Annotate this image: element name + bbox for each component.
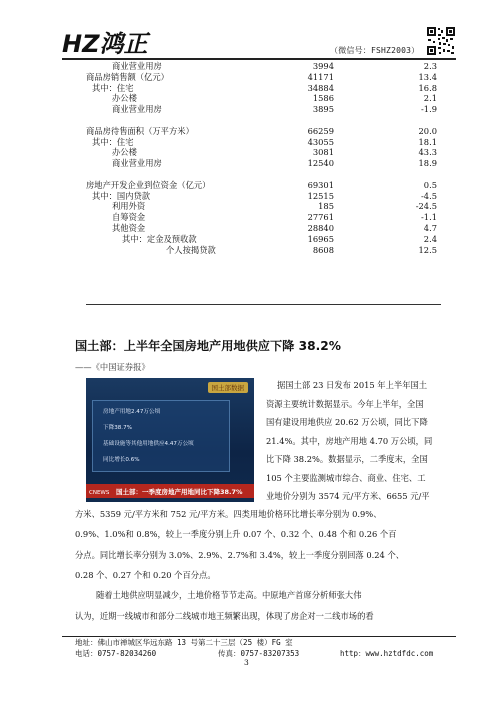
- row-value: 34884: [307, 82, 334, 93]
- table-row: [86, 126, 441, 137]
- row-label: 商品房待售面积（万平方米）: [86, 125, 194, 136]
- footer-address: 地址：佛山市禅城区华远东路 13 号第二十三层（25 楼）FG 室: [75, 638, 293, 647]
- row-label: 其中：住宅: [92, 82, 134, 93]
- image-line: 下降38.7%: [103, 425, 132, 431]
- row-growth: 0.5: [423, 179, 437, 190]
- hongzheng-logo: [62, 30, 172, 56]
- paragraph-line: 方米、5359 元/平方米和 752 元/平方米。四类用地价格环比增长率分别为 0.9%、: [75, 509, 382, 519]
- row-label: 其中：国内贷款: [92, 190, 151, 201]
- table-row: [86, 191, 441, 202]
- image-banner-text: 国土部：一季度房地产用地同比下降38.7%: [116, 488, 243, 496]
- row-label: 其中：住宅: [92, 136, 134, 147]
- row-label: 办公楼: [112, 147, 137, 158]
- table-row: [86, 180, 441, 191]
- row-growth: 13.4: [418, 71, 437, 82]
- paragraph-line: 0.28 个、0.27 个和 0.20 个百分点。: [75, 569, 216, 580]
- table-row: [86, 201, 441, 212]
- table-row: [86, 61, 441, 72]
- table-row: [86, 158, 441, 169]
- article-source: ——《中国证券报》: [75, 362, 150, 372]
- image-tag: 国土部数据: [208, 382, 249, 393]
- paragraph-line: 资源主要统计数据显示。今年上半年，全国: [266, 398, 424, 409]
- row-growth: -1.1: [421, 212, 437, 223]
- row-growth: 2.3: [423, 61, 437, 71]
- row-label: 房地产开发企业到位资金（亿元）: [86, 179, 211, 190]
- row-value: 66259: [307, 125, 334, 136]
- table-spacer: [86, 169, 441, 180]
- table-row: [86, 137, 441, 148]
- table-row: [86, 212, 441, 223]
- page-number: 3: [244, 658, 249, 667]
- image-data-panel: [92, 400, 230, 472]
- row-value: 41171: [307, 71, 334, 82]
- page-header: [0, 0, 500, 62]
- wechat-id: （微信号：FSHZ2003）: [330, 46, 420, 55]
- paragraph-line: 国有建设用地供应 20.62 万公顷，同比下降: [266, 417, 428, 427]
- row-label: 办公楼: [112, 93, 137, 104]
- row-growth: -24.5: [415, 201, 437, 212]
- row-growth: 16.8: [418, 82, 437, 93]
- row-growth: 2.1: [423, 93, 437, 104]
- row-label: 商业营业用房: [112, 104, 162, 115]
- table-spacer: [86, 115, 441, 126]
- table-row: [86, 245, 441, 256]
- row-growth: 18.1: [418, 136, 437, 147]
- footer-website: http：www.hztdfdc.com: [340, 649, 434, 658]
- paragraph-line: 据国土部 23 日发布 2015 年上半年国土: [277, 380, 428, 390]
- row-growth: 20.0: [418, 125, 437, 136]
- row-value: 185: [318, 201, 334, 212]
- paragraph-line: 分点。同比增长率分别为 3.0%、2.9%、2.7%和 3.4%，较上一季度分别回落 0.24 个、: [75, 549, 405, 560]
- header-divider: [62, 58, 456, 60]
- row-label: 个人按揭贷款: [166, 244, 216, 255]
- table-row: [86, 72, 441, 83]
- table-bottom-rule: [86, 304, 441, 305]
- row-value: 12515: [307, 190, 334, 201]
- row-value: 3081: [312, 147, 334, 158]
- row-label: 其中：定金及预收款: [122, 233, 197, 244]
- image-channel-logo: CNEWS: [89, 490, 110, 496]
- row-value: 43055: [307, 136, 334, 147]
- table-row: [86, 104, 441, 115]
- row-value: 16965: [307, 233, 334, 244]
- paragraph-line: 21.4%。其中，房地产用地 4.70 万公顷，同: [266, 435, 433, 446]
- row-label: 其他资金: [112, 222, 146, 233]
- paragraph-line: 比下降 38.2%。数据显示，二季度末，全国: [266, 454, 428, 464]
- row-growth: -4.5: [421, 190, 437, 201]
- row-growth: 2.4: [423, 233, 437, 244]
- row-value: 28840: [307, 222, 334, 233]
- row-growth: 18.9: [418, 158, 437, 169]
- table-row: [86, 234, 441, 245]
- footer-phone: 电话：0757-82034260: [75, 649, 157, 658]
- row-label: 商业营业用房: [112, 158, 162, 169]
- row-value: 12540: [307, 158, 334, 169]
- row-growth: -1.9: [421, 104, 437, 115]
- paragraph-line: 随着土地供应明显减少，土地价格节节走高。中原地产首席分析师张大伟: [96, 590, 362, 601]
- row-value: 1586: [312, 93, 334, 104]
- qr-code-icon: [426, 26, 456, 56]
- article-title: 国土部：上半年全国房地产用地供应下降 38.2%: [75, 339, 341, 353]
- news-screenshot-image: [86, 378, 254, 502]
- row-value: 3994: [312, 61, 334, 71]
- table-row: [86, 223, 441, 234]
- paragraph-line: 105 个主要监测城市综合、商业、住宅、工: [266, 472, 426, 483]
- footer-fax: 传真：0757-83207353: [218, 649, 300, 658]
- table-row: [86, 147, 441, 158]
- table-row: [86, 93, 441, 104]
- row-label: 自筹资金: [112, 212, 146, 223]
- image-line: 基础设施等其他用地供应4.47万公顷: [103, 441, 194, 447]
- row-label: 利用外资: [112, 201, 146, 212]
- row-label: 商品房销售额（亿元）: [86, 71, 169, 82]
- image-line: 同比增长0.6%: [103, 457, 140, 463]
- table-row: [86, 83, 441, 94]
- paragraph-line: 业地价分别为 3574 元/平方米、6655 元/平: [266, 491, 430, 501]
- row-value: 69301: [307, 179, 334, 190]
- row-growth: 12.5: [418, 244, 437, 255]
- logo-text: HZ鸿正: [62, 30, 148, 56]
- image-line: 房地产用地2.47万公顷: [103, 409, 161, 415]
- statistics-table: [86, 61, 441, 255]
- row-growth: 43.3: [418, 147, 437, 158]
- row-value: 27761: [307, 212, 334, 223]
- row-value: 3895: [312, 104, 334, 115]
- row-value: 8608: [312, 244, 334, 255]
- paragraph-line: 0.9%、1.0%和 0.8%，较上一季度分别上升 0.07 个、0.32 个、0.48 个和 0.26 个百: [75, 529, 397, 540]
- row-growth: 4.7: [423, 222, 437, 233]
- paragraph-line: 认为，近期一线城市和部分二线城市地王频繁出现，体现了房企对一二线市场的看: [75, 610, 374, 621]
- row-label: 商业营业用房: [112, 61, 162, 71]
